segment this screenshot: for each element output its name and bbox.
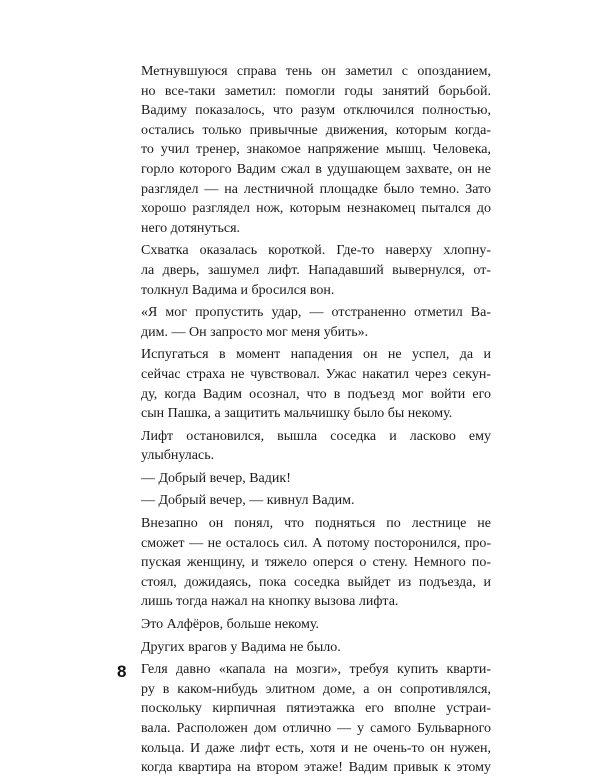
text-line: «Я мог пропустить удар, — отстраненно отметил Ва- [141, 305, 491, 321]
text-line: остались только привычные движения, которым когда- [141, 122, 491, 138]
paragraph [117, 514, 491, 612]
text-line: вала. Расположен дом отлично — у самого Бульварного [141, 721, 491, 736]
text-line: Геля давно «капала на мозги», требуя купить кварти- [141, 662, 491, 678]
text-line: — Добрый вечер, — кивнул Вадим. [141, 493, 355, 509]
text-line: Метнувшуюся справа тень он заметил с опозданием, [141, 64, 491, 79]
paragraph [117, 345, 491, 423]
paragraph [117, 241, 491, 300]
text-line: сын Пашка, а защитить мальчишку было бы некому. [141, 406, 453, 422]
text-line: улыбнулась. [141, 448, 215, 464]
text-line: — Добрый вечер, Вадик! [141, 470, 291, 486]
text-line: толкнул Вадима и бросился вон. [141, 282, 335, 298]
text-line: ду, когда Вадим осознал, что в подъезд мог войти его [141, 386, 491, 402]
text-line: горло которого Вадим сжал в удушающем захвате, он не [141, 161, 491, 177]
paragraph [117, 638, 491, 658]
text-line: то учил тренер, знакомое напряжение мышц. Человека, [141, 142, 491, 158]
paragraph [117, 62, 491, 238]
text-line: когда квартира на втором этаже! Вадим привык к этому [141, 760, 491, 776]
page-text [117, 62, 491, 781]
text-line: сейчас страха не чувствовал. Ужас накатил через секун- [141, 366, 491, 382]
page-number: 8 [117, 662, 127, 681]
text-line: кольца. И даже лифт есть, хотя и не очень-то он нужен, [141, 740, 491, 756]
text-line: него дотянуться. [141, 220, 241, 236]
text-line: Лифт остановился, вышла соседка и ласково ему [141, 428, 491, 444]
paragraph [117, 615, 491, 635]
text-line: ла дверь, зашумел лифт. Нападавший вывернулся, от- [141, 262, 491, 278]
text-line: Других врагов у Вадима не было. [141, 639, 341, 655]
text-line: разглядел — на лестничной площадке было темно. Зато [141, 181, 491, 197]
text-line: дим. — Он запросто мог меня убить». [141, 324, 369, 340]
paragraph [117, 303, 491, 342]
text-line: ру в каком-нибудь элитном доме, а он сопротивлялся, [141, 681, 491, 697]
text-line: пуская женщину, и тяжело оперся о стену. Немного по- [141, 555, 491, 571]
text-line: хорошо разглядел нож, которым незнакомец пытался до [141, 201, 491, 217]
dialogue-line [117, 491, 491, 511]
text-line: стоял, дожидаясь, пока соседка выйдет из подъезда, и [141, 574, 491, 590]
text-line: Вадиму показалось, что разум отключился полностью, [141, 103, 491, 119]
text-line: Внезапно он понял, что подняться по лестнице не [141, 516, 491, 532]
text-line: но все-таки заметил: помогли годы занятий борьбой. [141, 83, 491, 99]
text-line: поскольку кирпичная пятиэтажка его вполне устраи- [141, 701, 491, 717]
text-line: Схватка оказалась короткой. Где-то наверху хлопну- [141, 243, 491, 259]
text-line: Испугаться в момент нападения он не успел, да и [141, 347, 491, 363]
paragraph [117, 660, 491, 778]
text-line: лишь тогда нажал на кнопку вызова лифта. [141, 594, 399, 610]
dialogue-line [117, 469, 491, 489]
paragraph [117, 427, 491, 466]
text-line: Это Алфёров, больше некому. [141, 617, 319, 633]
text-line: сможет — не осталось сил. А потому посторонился, про- [141, 535, 491, 551]
